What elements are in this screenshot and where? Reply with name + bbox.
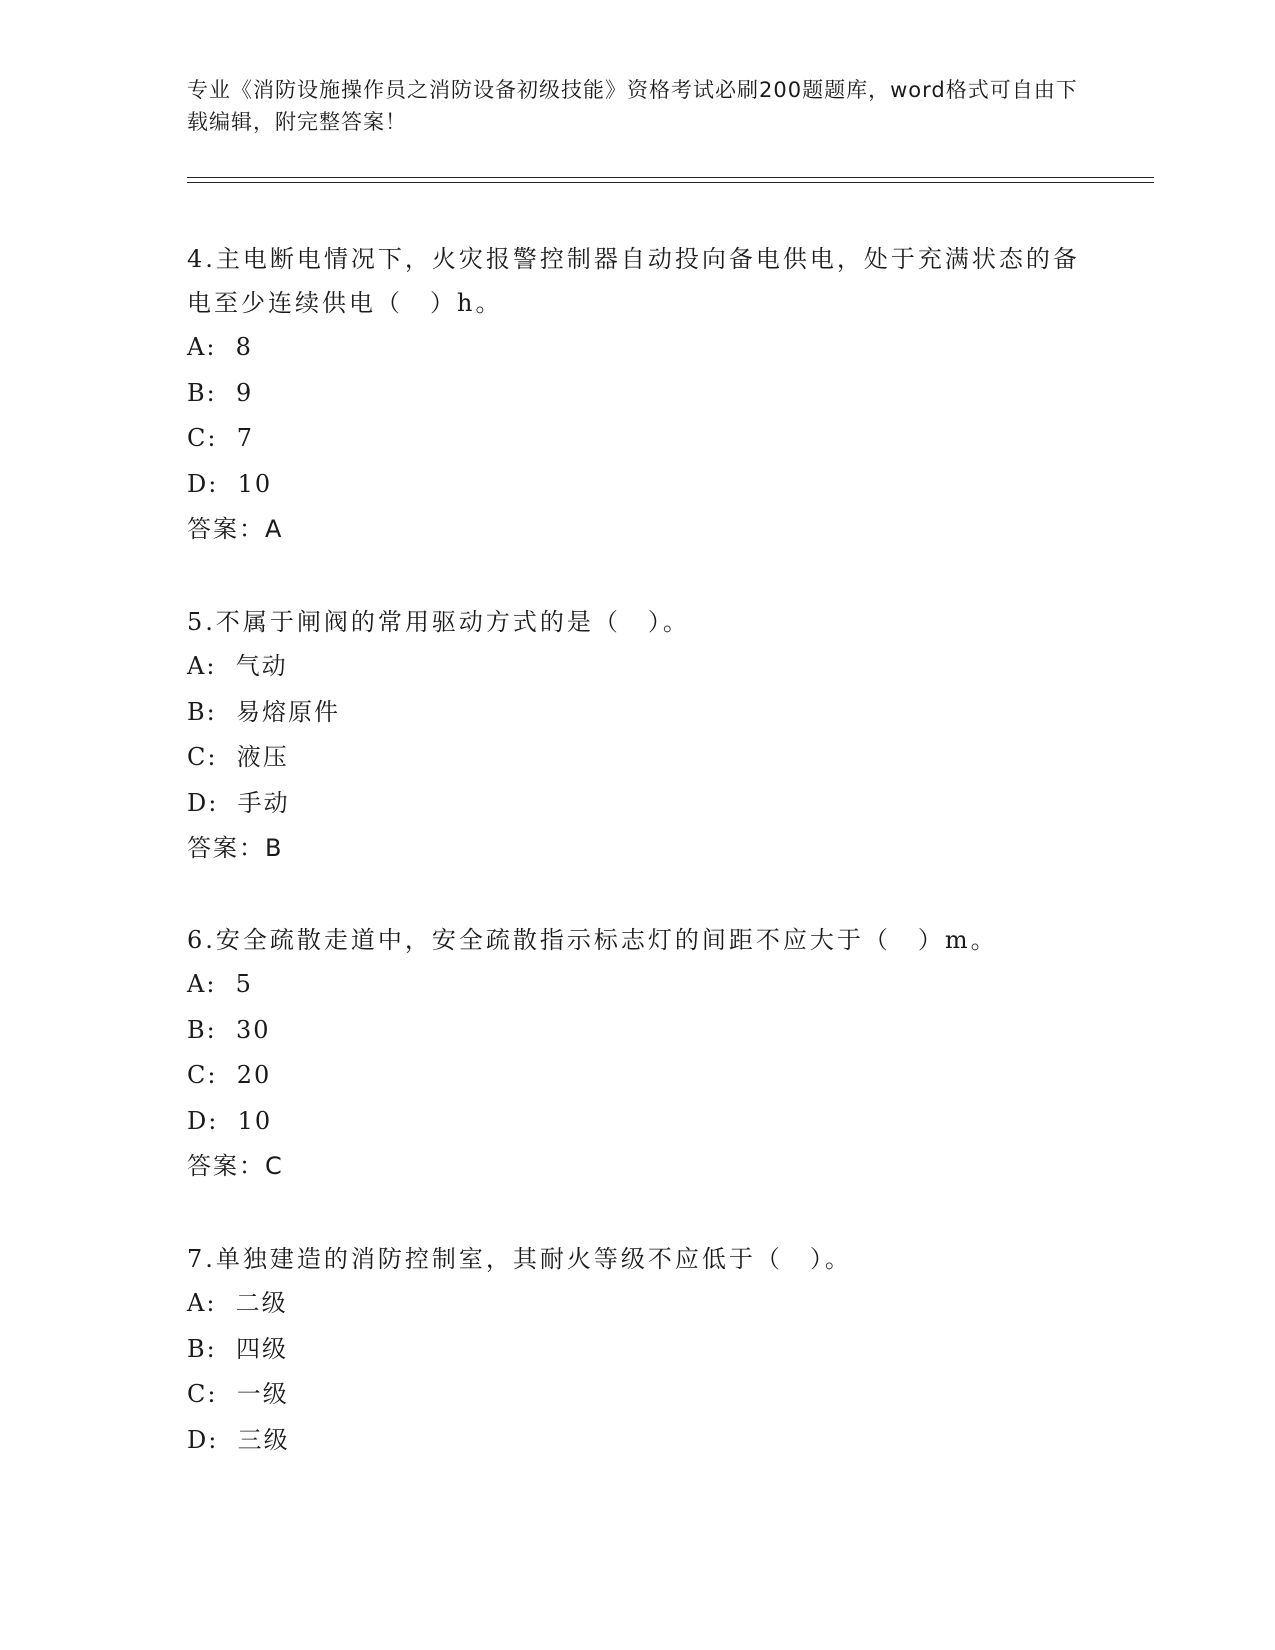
question-4 xyxy=(187,237,1087,552)
question-stem: 5.不属于闸阀的常用驱动方式的是（ ）。 xyxy=(187,608,690,636)
question-stem: 6.安全疏散走道中，安全疏散指示标志灯的间距不应大于（ ）m。 xyxy=(187,926,998,954)
answer-label: 答案：C xyxy=(187,1152,284,1180)
option-c: C: 20 xyxy=(187,1061,272,1089)
option-d: D: 10 xyxy=(187,1106,273,1135)
option-a: A: 5 xyxy=(187,970,253,998)
header-divider-bottom xyxy=(187,182,1154,183)
question-5 xyxy=(187,600,1087,871)
question-7 xyxy=(187,1237,1087,1463)
option-a: A: 二级 xyxy=(187,1289,288,1317)
question-6 xyxy=(187,918,1087,1189)
option-c: C: 7 xyxy=(187,424,254,452)
document-header-title: 专业《消防设施操作员之消防设备初级技能》资格考试必刷200题题库，word格式可自由下载编辑，附完整答案！ xyxy=(187,78,1078,134)
option-b: B: 四级 xyxy=(187,1334,288,1363)
option-d: D: 10 xyxy=(187,469,273,498)
option-a: A: 8 xyxy=(187,333,253,361)
question-stem: 7.单独建造的消防控制室，其耐火等级不应低于（ ）。 xyxy=(187,1245,852,1273)
option-d: D: 手动 xyxy=(187,788,290,817)
header-divider-top xyxy=(187,177,1154,178)
answer-label: 答案：B xyxy=(187,834,284,862)
option-b: B: 9 xyxy=(187,378,254,407)
option-d: D: 三级 xyxy=(187,1425,290,1454)
option-c: C: 液压 xyxy=(187,743,289,771)
question-stem: 4.主电断电情况下，火灾报警控制器自动投向备电供电，处于充满状态的备电至少连续供电（ ）h。 xyxy=(187,245,1080,317)
answer-label: 答案：A xyxy=(187,515,284,543)
option-a: A: 气动 xyxy=(187,652,288,680)
option-b: B: 30 xyxy=(187,1015,271,1044)
option-b: B: 易熔原件 xyxy=(187,697,340,726)
option-c: C: 一级 xyxy=(187,1380,289,1408)
